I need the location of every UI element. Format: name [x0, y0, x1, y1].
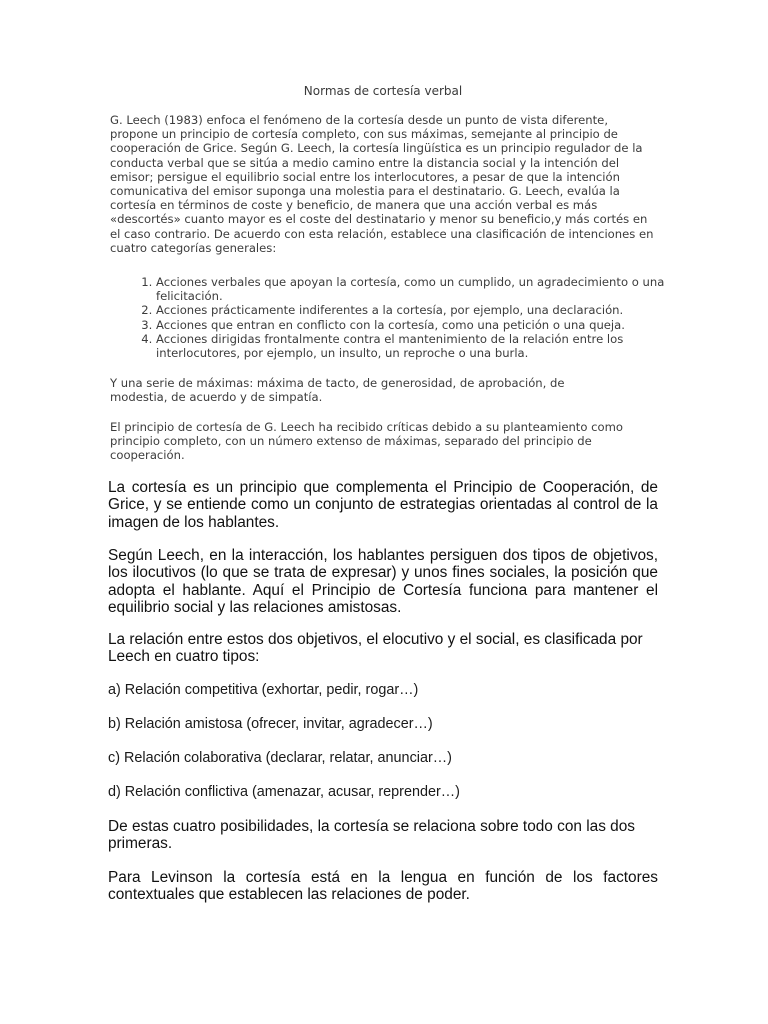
- action-list: [128, 275, 676, 360]
- body-paragraph-possibilities: De estas cuatro posibilidades, la cortesía se relaciona sobre todo con las dos primeras.: [108, 818, 636, 853]
- criticism-paragraph: El principio de cortesía de G. Leech ha recibido críticas debido a su planteamiento como principio completo, con un número extenso de máximas, separado del principio de cooperación.: [110, 420, 623, 463]
- relation-item-friendly: b) Relación amistosa (ofrecer, invitar, agradecer…): [108, 716, 433, 732]
- body-paragraph-levinson: Para Levinson la cortesía está en la lengua en función de los factores contextuales que establecen las relaciones de poder.: [108, 869, 658, 904]
- relation-item-competitive: a) Relación competitiva (exhortar, pedir, rogar…): [108, 682, 419, 698]
- action-list-item: 4. Acciones dirigidas frontalmente contra el mantenimiento de la relación entre los interlocutores, por ejemplo, un insulto, un reproche o una burla.: [156, 332, 676, 360]
- relation-item-collaborative: c) Relación colaborativa (declarar, relatar, anunciar…): [108, 750, 452, 766]
- intro-paragraph: G. Leech (1983) enfoca el fenómeno de la cortesía desde un punto de vista diferente, propone un principio de cortesía completo, con sus máximas, semejante al principio de cooperación de Grice. Según G. Leech, la cortesía lingüística es un principio regulador de la conducta verbal que se sitúa a medio camino entre la distancia social y la intención del emisor; persigue el equilibrio social entre los interlocutores, a pesar de que la intención comunicativa del emisor suponga una molestia para el destinatario. G. Leech, evalúa la cortesía en términos de coste y beneficio, de manera que una acción verbal es más «descortés» cuanto mayor es el coste del destinatario y menor su beneficio,y más cortés en el caso contrario. De acuerdo con esta relación, establece una clasificación de intenciones en cuatro categorías generales:: [110, 113, 654, 255]
- action-list-item: 1. Acciones verbales que apoyan la cortesía, como un cumplido, un agradecimiento o una felicitación.: [156, 275, 676, 303]
- body-paragraph-courtesy-principle: La cortesía es un principio que complementa el Principio de Cooperación, de Grice, y se entiende como un conjunto de estrategias orientadas al control de la imagen de los hablantes.: [108, 479, 658, 531]
- maxims-paragraph: Y una serie de máximas: máxima de tacto, de generosidad, de aprobación, de modestia, de acuerdo y de simpatía.: [110, 376, 565, 405]
- relation-item-conflictive: d) Relación conflictiva (amenazar, acusar, reprender…): [108, 784, 460, 800]
- body-paragraph-leech-objectives: Según Leech, en la interacción, los hablantes persiguen dos tipos de objetivos, los ilocutivos (lo que se trata de expresar) y unos fines sociales, la posición que adopta el hablante. Aquí el Principio de Cortesía funciona para mantener el equilibrio social y las relaciones amistosas.: [108, 547, 658, 617]
- action-list-item: 2. Acciones prácticamente indiferentes a la cortesía, por ejemplo, una declaración.: [156, 303, 676, 317]
- body-paragraph-relation-types: La relación entre estos dos objetivos, el elocutivo y el social, es clasificada por Leech en cuatro tipos:: [108, 631, 643, 666]
- document-title: Normas de cortesía verbal: [303, 84, 463, 98]
- action-list-item: 3. Acciones que entran en conflicto con la cortesía, como una petición o una queja.: [156, 318, 676, 332]
- document-page: [108, 0, 665, 1024]
